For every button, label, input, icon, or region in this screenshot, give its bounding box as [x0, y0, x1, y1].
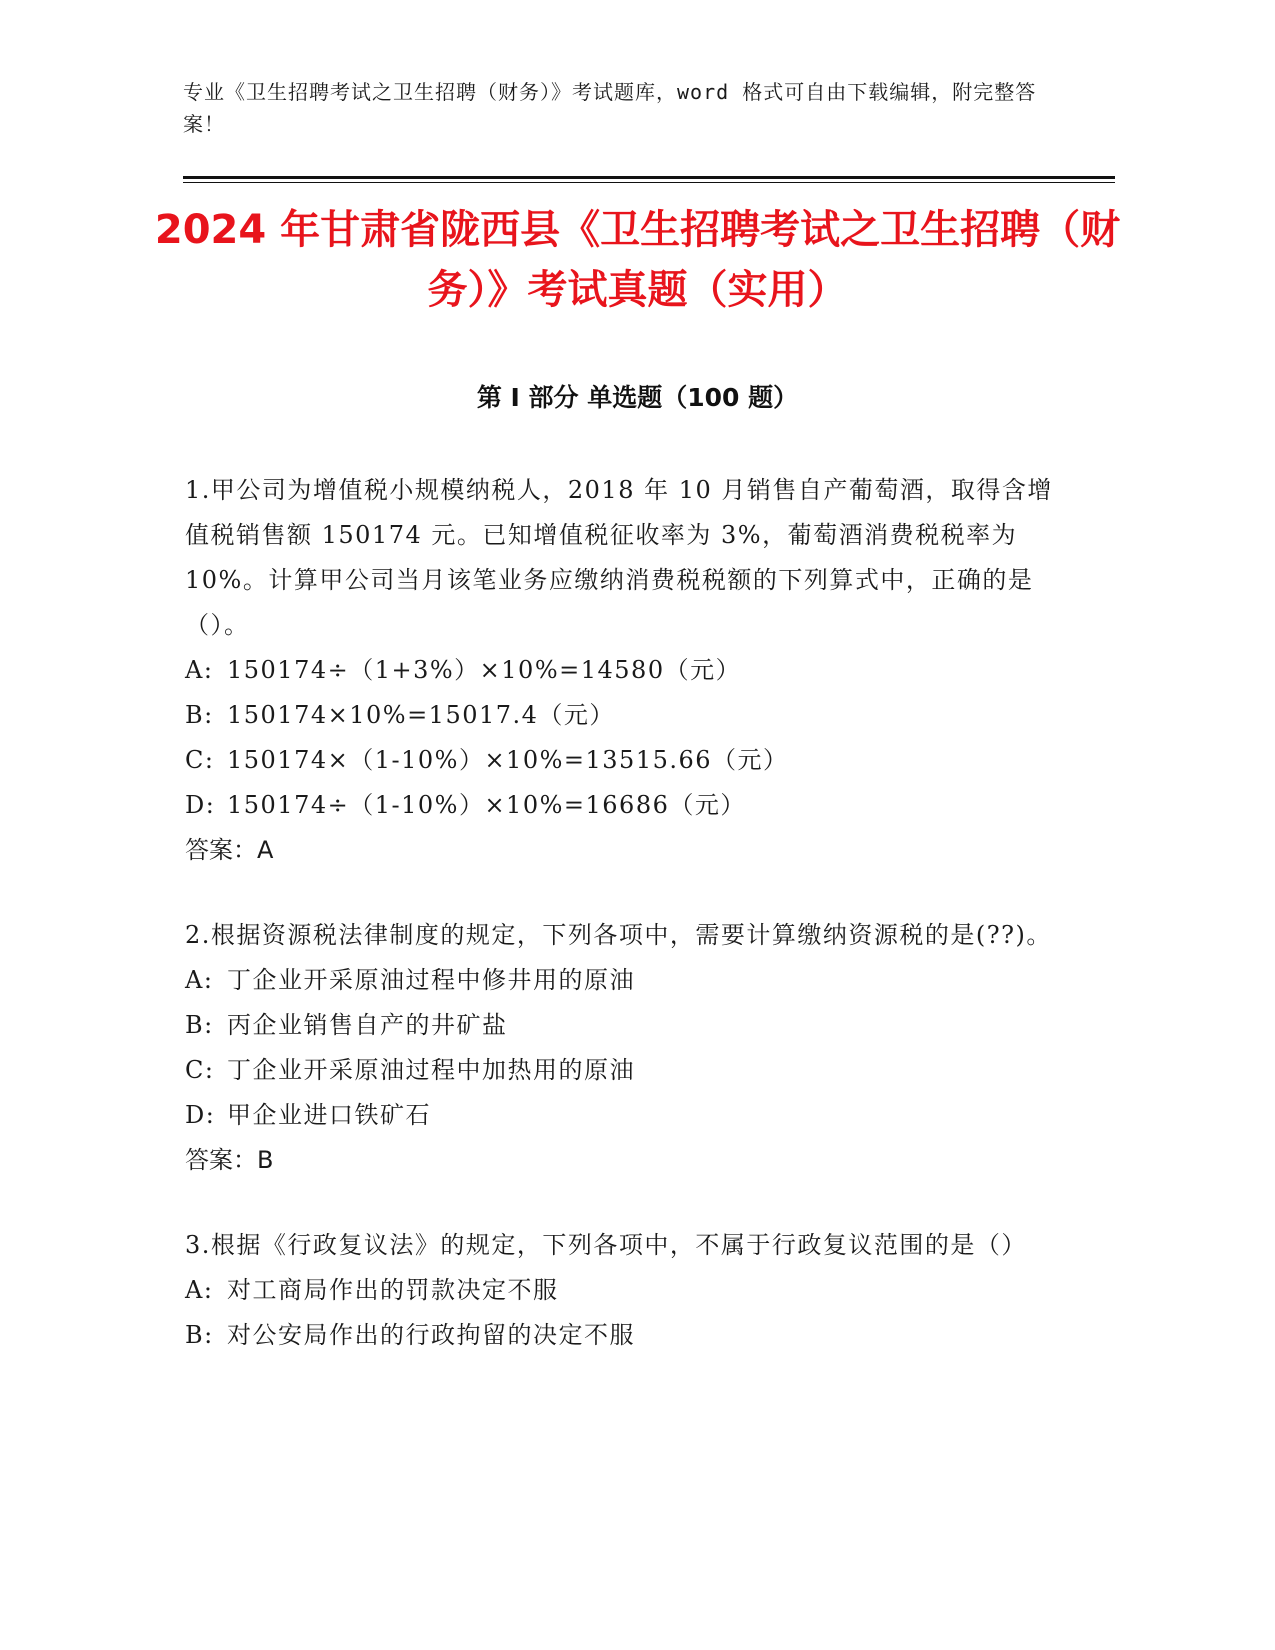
option-text: 150174÷（1+3%）×10%=14580（元）: [227, 656, 742, 684]
divider-thick-line: [183, 176, 1115, 179]
option-b: [185, 1313, 1065, 1358]
option-letter: D:: [185, 1101, 216, 1129]
option-b: [185, 1003, 1065, 1048]
question-text: 3.根据《行政复议法》的规定，下列各项中，不属于行政复议范围的是（）: [185, 1231, 1027, 1259]
option-text: 150174÷（1-10%）×10%=16686（元）: [227, 791, 746, 819]
option-letter: A:: [185, 656, 214, 684]
option-c: [185, 1048, 1065, 1093]
option-d: [185, 1093, 1065, 1138]
option-letter: B:: [185, 1321, 214, 1349]
option-letter: B:: [185, 701, 214, 729]
option-a: [185, 648, 1065, 693]
option-text: 150174×（1-10%）×10%=13515.66（元）: [227, 746, 789, 774]
question-text: 1.甲公司为增值税小规模纳税人，2018 年 10 月销售自产葡萄酒，取得含增值税销售额 150174 元。已知增值税征收率为 3%，葡萄酒消费税税率为 10%。计算甲公司当月该笔业务应缴纳消费税税额的下列算式中，正确的是（）。: [185, 476, 1053, 639]
answer-line: 答案：A: [185, 836, 274, 864]
option-text: 丁企业开采原油过程中修井用的原油: [227, 966, 635, 994]
option-text: 对工商局作出的罚款决定不服: [227, 1276, 559, 1304]
option-text: 丁企业开采原油过程中加热用的原油: [227, 1056, 635, 1084]
question-list: [185, 468, 1065, 1398]
option-text: 对公安局作出的行政拘留的决定不服: [227, 1321, 635, 1349]
question-1: [185, 468, 1065, 873]
option-letter: C:: [185, 1056, 215, 1084]
option-letter: C:: [185, 746, 215, 774]
option-text: 甲企业进口铁矿石: [227, 1101, 431, 1129]
option-letter: A:: [185, 1276, 214, 1304]
option-text: 丙企业销售自产的井矿盐: [227, 1011, 508, 1039]
option-d: [185, 783, 1065, 828]
option-c: [185, 738, 1065, 783]
option-letter: D:: [185, 791, 216, 819]
header-divider: [183, 176, 1115, 183]
question-text: 2.根据资源税法律制度的规定，下列各项中，需要计算缴纳资源税的是(??)。: [185, 921, 1052, 949]
option-letter: A:: [185, 966, 214, 994]
option-a: [185, 1268, 1065, 1313]
option-a: [185, 958, 1065, 1003]
header-note: 专业《卫生招聘考试之卫生招聘（财务）》考试题库，word 格式可自由下载编辑，附完整答案！: [183, 80, 1037, 136]
option-letter: B:: [185, 1011, 214, 1039]
divider-thin-line: [183, 182, 1115, 183]
section-heading: 第 I 部分 单选题（100 题）: [476, 383, 799, 412]
question-2: [185, 913, 1065, 1183]
question-3: [185, 1223, 1065, 1358]
answer-line: 答案：B: [185, 1146, 274, 1174]
option-text: 150174×10%=15017.4（元）: [227, 701, 615, 729]
option-b: [185, 693, 1065, 738]
document-title: 2024 年甘肃省陇西县《卫生招聘考试之卫生招聘（财务）》考试真题（实用）: [154, 207, 1121, 313]
